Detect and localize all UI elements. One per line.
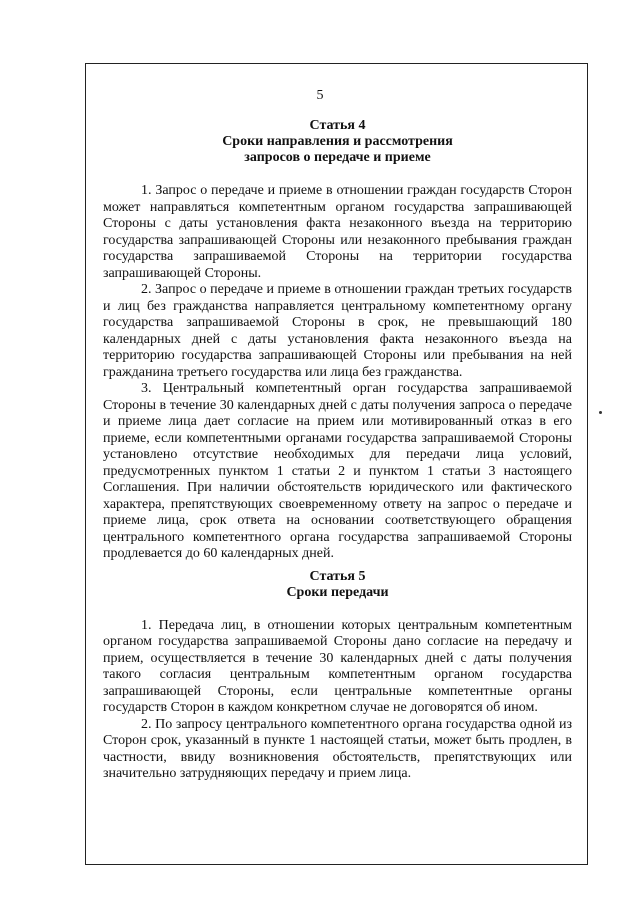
article-5-subtitle-line-1: Сроки передачи — [286, 584, 389, 600]
article-4-paragraph-2: 2. Запрос о передаче и приеме в отношении граждан третьих государств и лиц без гражданства направляется центральному компетентному органу государства запрашиваемой Стороны в срок, не превышающий 180 календарных дней с даты установления факта незаконного въезда на территорию государства запрашивающей Стороны или пребывания на ней гражданина третьего государства или лица без гражданства. — [103, 282, 572, 380]
article-5-paragraph-2: 2. По запросу центрального компетентного органа государства одной из Сторон срок, указанный в пункте 1 настоящей статьи, может быть продлен, в частности, ввиду возникновения обстоятельств, препятствующих или значительно затрудняющих передачу и прием лица. — [103, 716, 572, 781]
spacer — [103, 601, 572, 618]
document-body — [103, 118, 572, 783]
article-4-paragraph-3: 3. Центральный компетентный орган государства запрашиваемой Стороны в течение 30 календарных дней с даты получения запроса о передаче и приеме лица дает согласие на прием или мотивированный отказ в его приеме, если компетентными органами государства запрашиваемой Стороны установлено отсутствие необходимых для передачи лица условий, предусмотренных пунктом 1 статьи 2 и пунктом 1 статьи 3 настоящего Соглашения. При наличии обстоятельств юридического или фактического характера, препятствующих своевременному ответу на запрос о передаче и приеме лица, срок ответа на основании соответствующего обращения центрального компетентного органа государства запрашиваемой Стороны продлевается до 60 календарных дней. — [103, 381, 572, 561]
article-4-subtitle-line-1: Сроки направления и рассмотрения — [222, 134, 453, 149]
article-5-paragraph-1: 1. Передача лиц, в отношении которых центральным компетентным органом государства запрашиваемой Стороны дано согласие на передачу и прием, осуществляется в течение 30 календарных дней с даты получения такого согласия центральным компетентным органом государства запрашивающей Стороны, если центральные компетентные органы государств Сторон в каждом конкретном случае не договорятся об ином. — [103, 617, 572, 715]
article-5-title: Статья 5 — [309, 568, 366, 584]
scan-speck — [599, 411, 602, 414]
page-number: 5 — [316, 88, 324, 103]
article-4-subtitle-line-2: запросов о передаче и приеме — [244, 150, 431, 165]
article-4-title: Статья 4 — [309, 118, 366, 133]
article-4-paragraph-1: 1. Запрос о передаче и приеме в отношении граждан государств Сторон может направляться компетентным органом государства запрашивающей Стороны с даты установления факта незаконного въезда на территорию государства запрашивающей Стороны или незаконного пребывания граждан государства запрашиваемой Стороны на территории государства запрашивающей Стороны. — [103, 183, 572, 281]
spacer — [103, 166, 572, 183]
